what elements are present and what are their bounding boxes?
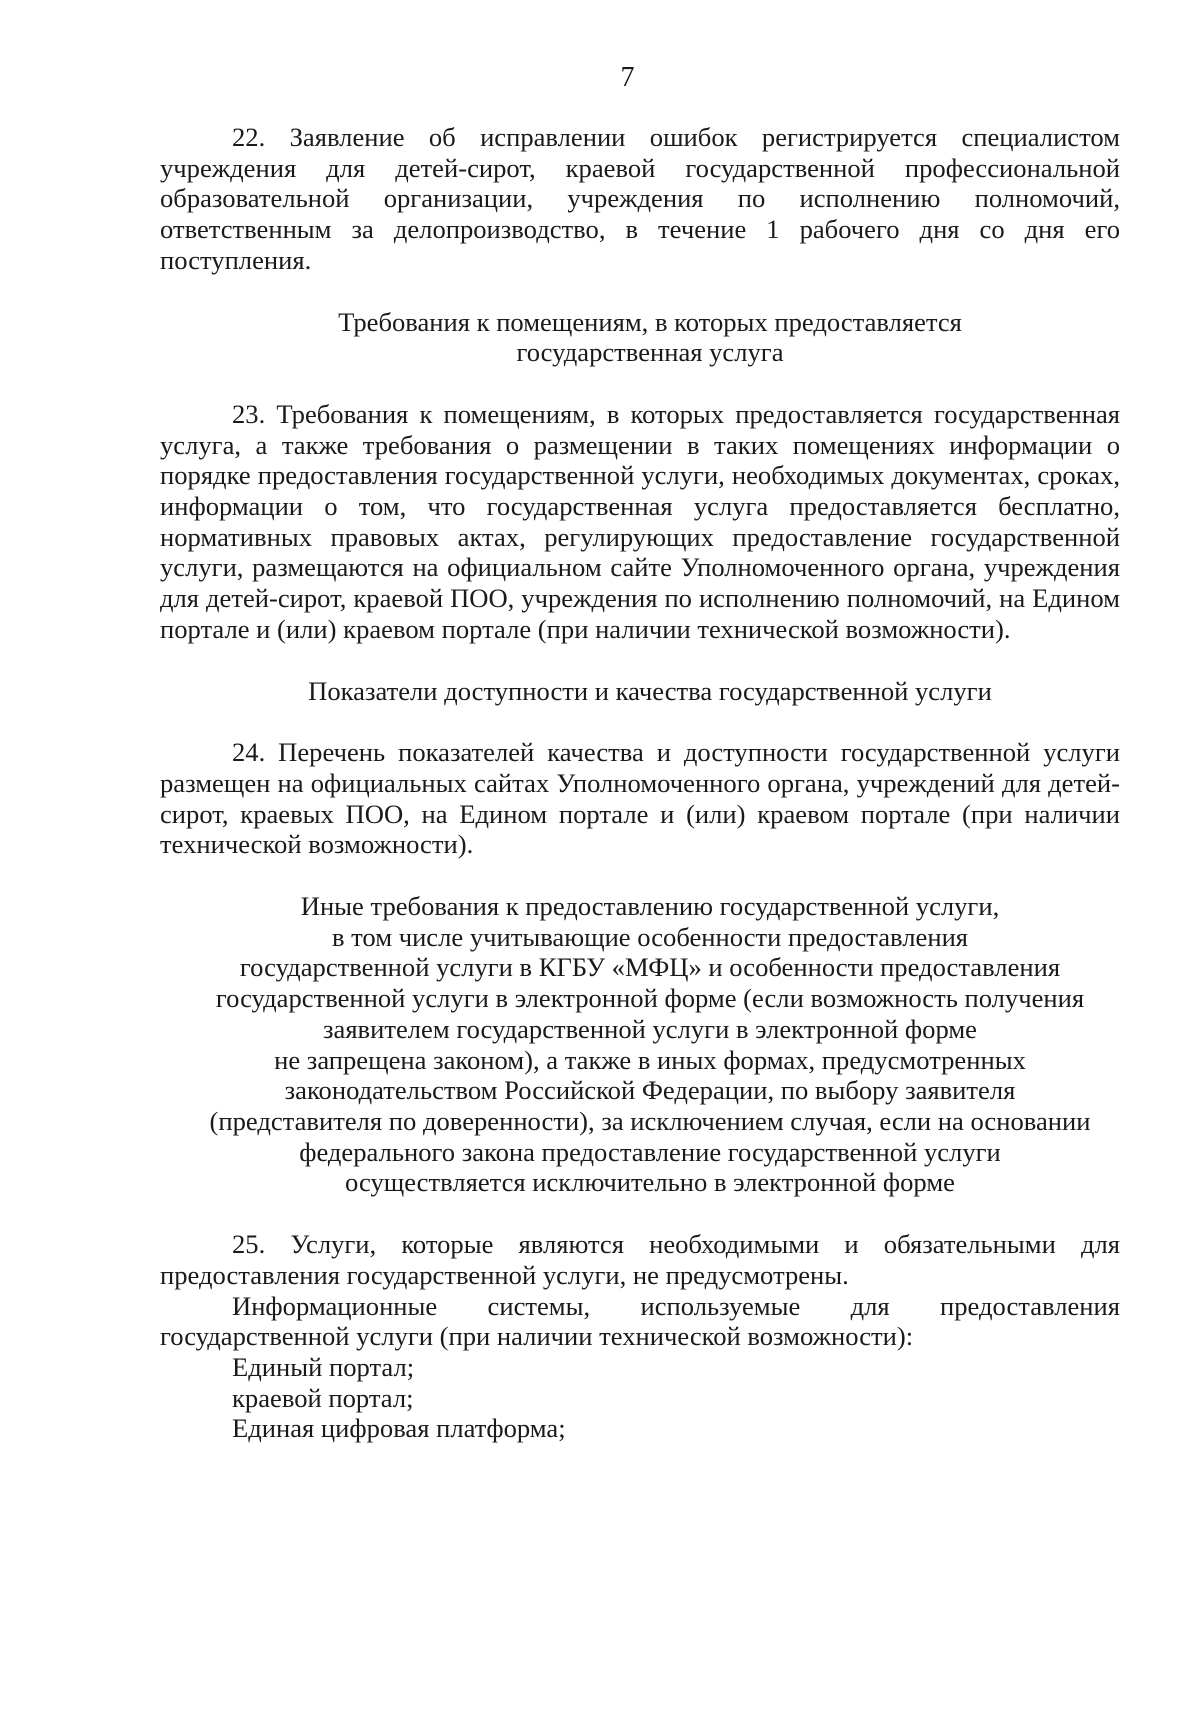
paragraph-25: 25. Услуги, которые являются необходимыми и обязательными для предоставления государственной услуги, не предусмотрены.: [160, 1229, 1120, 1290]
heading-premises-requirements: [160, 307, 1120, 368]
list-item-unified-portal: Единый портал;: [232, 1351, 415, 1382]
heading-line: в том числе учитывающие особенности предоставления: [331, 921, 969, 952]
paragraph-23: 23. Требования к помещениям, в которых предоставляется государственная услуга, а также требования о размещении в таких помещениях информации о порядке предоставления государственной услуги, необходимых документах, сроках, информации о том, что государственная услуга предоставляется бесплатно, нормативных правовых актах, регулирующих предоставление государственной услуги, размещаются на официальном сайте Уполномоченного органа, учреждения для детей-сирот, краевой ПОО, учреждения по исполнению полномочий, на Едином портале и (или) краевом портале (при наличии технической возможности).: [160, 398, 1120, 644]
paragraph-24: 24. Перечень показателей качества и доступности государственной услуги размещен на официальных сайтах Уполномоченного органа, учреждений для детей-сирот, краевых ПОО, на Едином портале и (или) краевом портале (при наличии технической возможности).: [160, 737, 1120, 860]
heading-other-requirements: [160, 891, 1120, 1198]
list-item-regional-portal: краевой портал;: [232, 1382, 414, 1413]
paragraph-22: 22. Заявление об исправлении ошибок регистрируется специалистом учреждения для детей-сирот, краевой государственной профессиональной образовательной организации, учреждения по исполнению полномочий, ответственным за делопроизводство, в течение 1 рабочего дня со дня его поступления.: [160, 122, 1120, 275]
heading-accessibility-indicators: [160, 676, 1120, 707]
heading-line: Показатели доступности и качества государственной услуги: [308, 675, 992, 706]
list-item-digital-platform: Единая цифровая платформа;: [232, 1413, 566, 1444]
paragraph-information-systems: Информационные системы, используемые для предоставления государственной услуги (при наличии технической возможности):: [160, 1290, 1120, 1352]
page-number: 7: [620, 62, 635, 93]
heading-line: государственной услуги в КГБУ «МФЦ» и особенности предоставления: [239, 952, 1061, 983]
heading-line: Иные требования к предоставлению государственной услуги,: [300, 891, 1000, 922]
heading-line: государственной услуги в электронной форме (если возможность получения: [215, 983, 1085, 1014]
heading-line: законодательством Российской Федерации, по выбору заявителя: [284, 1075, 1016, 1106]
document-body: [160, 122, 1120, 1444]
heading-line: не запрещена законом), а также в иных формах, предусмотренных: [274, 1044, 1026, 1075]
heading-line: федерального закона предоставление государственной услуги: [299, 1136, 1001, 1167]
heading-line: осуществляется исключительно в электронной форме: [345, 1167, 955, 1198]
heading-line: (представителя по доверенности), за исключением случая, если на основании: [209, 1105, 1091, 1136]
heading-line: Требования к помещениям, в которых предоставляется: [338, 306, 962, 337]
heading-line: заявителем государственной услуги в электронной форме: [323, 1013, 977, 1044]
heading-line: государственная услуга: [516, 337, 784, 368]
